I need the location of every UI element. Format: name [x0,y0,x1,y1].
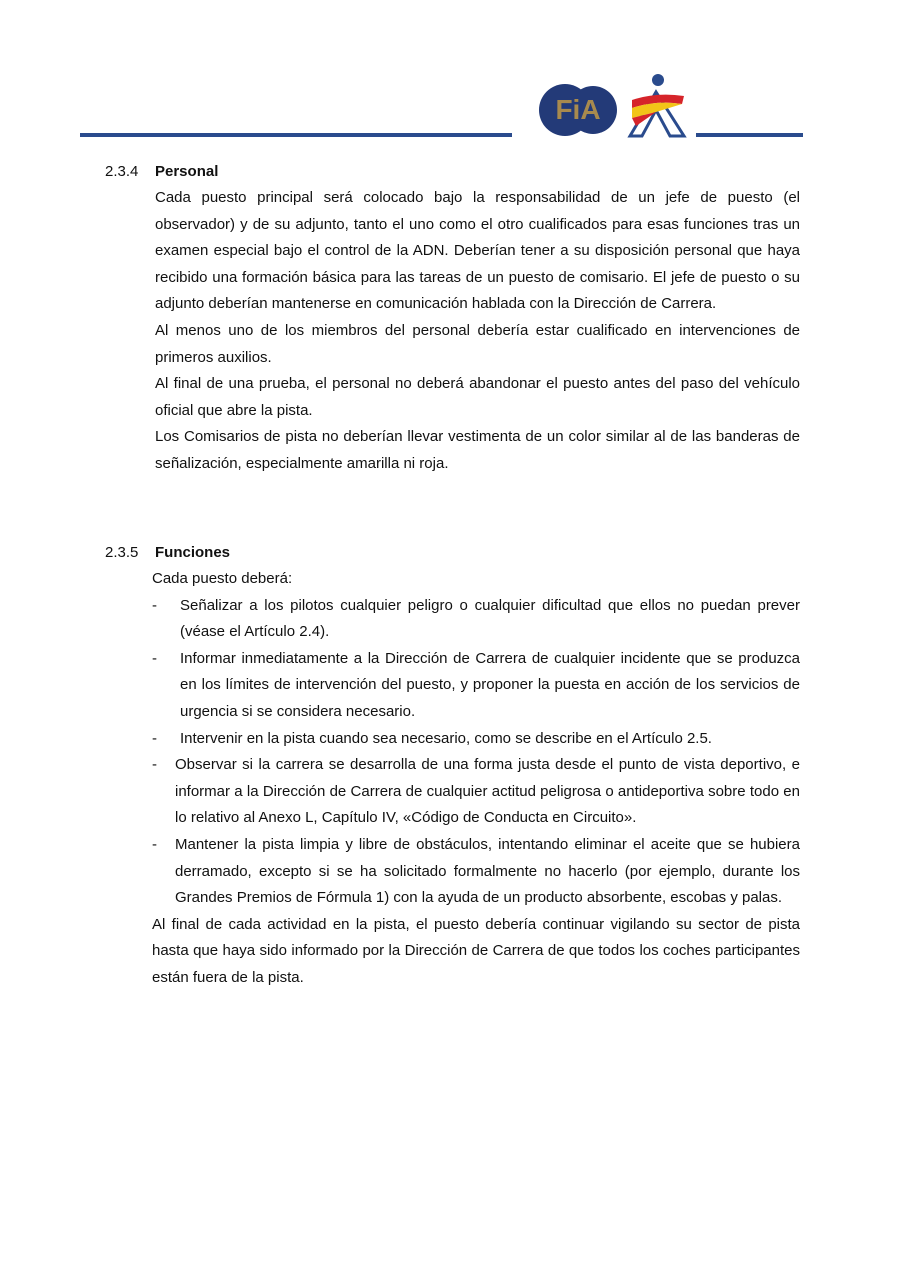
intro: Cada puesto deberá: [152,570,293,587]
list-item-text: Intervenir en la pista cuando sea necesario, como se describe en el Artículo 2.5. [180,729,712,747]
dash: - [152,649,157,667]
closing-paragraph: Al final de cada actividad en la pista, el puesto debería continuar vigilando su sector de pista hasta que haya sido informado por la Dirección de Carrera de que todos los coches participantes están fuera de la pista. [152,915,800,986]
section-2-3-4 [0,159,905,478]
list-item [152,646,800,726]
rfeda-logo [626,72,688,138]
svg-text:FiA: FiA [555,94,601,125]
section-number: 2.3.4 [105,163,139,180]
paragraph: Cada puesto principal será colocado bajo la responsabilidad de un jefe de puesto (el observador) y de su adjunto, tanto el uno como el otro cualificados para esas funciones tras un examen especial bajo el control de la ADN. Deberían tener a su disposición personal que haya recibido una formación básica para las tareas de un puesto de comisario. El jefe de puesto o su adjunto deberían mantenerse en comunicación hablada con la Dirección de Carrera. [155,189,800,313]
header-rule-right [696,133,803,137]
dash: - [152,596,157,614]
list-item-text: Informar inmediatamente a la Dirección de Carrera de cualquier incidente que se produzca en los límites de intervención del puesto, y proponer la puesta en acción de los servicios de urgencia si se considera necesario. [180,649,800,720]
paragraph: Los Comisarios de pista no deberían llevar vestimenta de un color similar al de las banderas de señalización, especialmente amarilla ni roja. [155,428,800,472]
list-item [152,832,800,912]
list-item-text: Observar si la carrera se desarrolla de una forma justa desde el punto de vista deportivo, e informar a la Dirección de Carrera de cualquier actitud peligrosa o antideportiva sobre todo en lo relativo al Anexo L, Capítulo IV, «Código de Conducta en Circuito». [175,756,800,827]
paragraph: Al menos uno de los miembros del personal debería estar cualificado en intervenciones de primeros auxilios. [155,321,800,366]
list-item-text: Señalizar a los pilotos cualquier peligro o cualquier dificultad que ellos no puedan prever (véase el Artículo 2.4). [180,596,800,641]
dash: - [152,756,157,774]
list-item [152,593,800,646]
paragraph: Al final de una prueba, el personal no deberá abandonar el puesto antes del paso del vehículo oficial que abre la pista. [155,375,800,419]
fia-logo [537,82,619,138]
list-item-text: Mantener la pista limpia y libre de obstáculos, intentando eliminar el aceite que se hubiera derramado, excepto si se ha solicitado formalmente no hacerlo (por ejemplo, durante los Grandes Premios de Fórmula 1) con la ayuda de un producto absorbente, escobas y palas. [175,835,800,907]
dash: - [152,835,157,853]
header-rule-left [80,133,512,137]
section-title: Personal [155,163,219,180]
section-number: 2.3.5 [105,544,139,561]
section-2-3-5 [0,540,905,992]
list-item [152,752,800,832]
dash: - [152,729,157,747]
section-title: Funciones [155,544,231,561]
list-item [152,726,800,753]
